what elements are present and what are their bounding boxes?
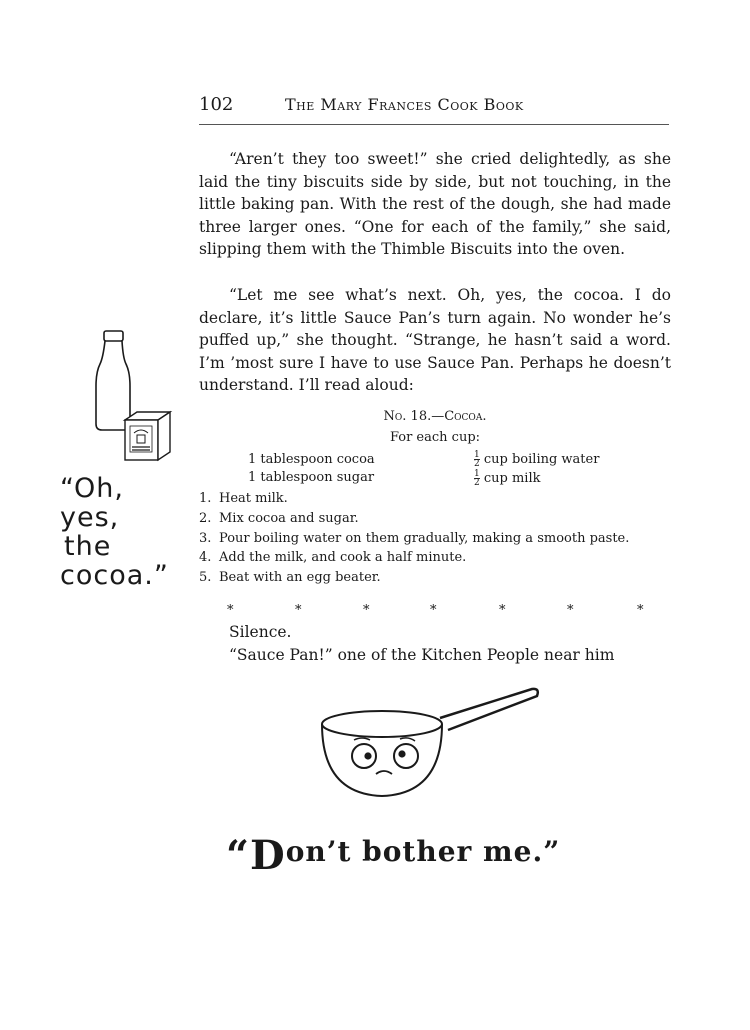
separator-star: * <box>499 603 506 618</box>
step-number: 4. <box>199 550 212 566</box>
cocoa-box-icon <box>125 412 170 460</box>
milk-bottle-cocoa-illustration <box>90 328 180 468</box>
ingredient-sugar: 1 tablespoon sugar <box>248 470 375 485</box>
separator-star: * <box>363 603 370 618</box>
separator-star: * <box>567 603 574 618</box>
caption-line: the <box>64 531 112 562</box>
caption-rest: on’t bother me.” <box>285 835 561 868</box>
caption-initial: “D <box>226 832 286 879</box>
ingredient-cocoa: 1 tablespoon cocoa <box>248 452 375 467</box>
sauce-pan-icon <box>322 689 538 796</box>
fraction <box>474 470 480 487</box>
ingredient-text: cup boiling water <box>483 452 600 467</box>
section-separator <box>227 603 657 619</box>
cocoa-caption <box>60 474 190 590</box>
sauce-pan-line: “Sauce Pan!” one of the Kitchen People near him <box>229 646 615 664</box>
ingredient-text: cup milk <box>483 471 541 486</box>
step-text: Mix cocoa and sugar. <box>219 510 359 526</box>
fraction-numerator: 1 <box>474 469 480 479</box>
recipe-title: No. 18.—Cocoa. <box>383 409 487 424</box>
recipe-step <box>199 529 679 549</box>
header-rule <box>199 124 669 125</box>
caption-line: “Oh, yes, <box>60 473 124 533</box>
step-text: Heat milk. <box>219 491 288 506</box>
paragraph-biscuits: “Aren’t they too sweet!” she cried delightedly, as she laid the tiny biscuits side by side, but not touching, in the little baking pan. With the rest of the dough, she had made three larger ones. “One for each of the family,” she said, slipping them with the Thimble Biscuits into the oven. <box>199 150 671 258</box>
recipe-step <box>199 548 679 568</box>
step-number: 1. <box>199 491 212 506</box>
separator-star: * <box>227 603 234 618</box>
step-text: Pour boiling water on them gradually, making a smooth paste. <box>219 530 630 546</box>
fraction-numerator: 1 <box>474 450 480 460</box>
step-text: Beat with an egg beater. <box>219 570 381 586</box>
recipe-step <box>199 489 679 509</box>
fraction-denominator: 2 <box>474 478 480 488</box>
ingredient-water <box>474 451 599 468</box>
recipe-step <box>199 509 679 529</box>
fraction <box>474 451 480 468</box>
step-number: 3. <box>199 530 212 546</box>
page-header <box>199 94 671 122</box>
recipe-step <box>199 568 679 588</box>
separator-star: * <box>430 603 437 618</box>
sauce-pan-illustration <box>318 684 548 814</box>
step-number: 5. <box>199 570 212 586</box>
recipe-subtitle: For each cup: <box>389 430 481 445</box>
fraction-denominator: 2 <box>474 459 480 469</box>
recipe-steps <box>199 489 679 588</box>
caption-line: cocoa.” <box>60 560 169 591</box>
page-number: 102 <box>199 94 234 115</box>
step-text: Add the milk, and cook a half minute. <box>219 550 467 566</box>
separator-star: * <box>295 603 302 618</box>
running-head: The Mary Frances Cook Book <box>285 95 524 114</box>
dont-bother-caption <box>226 832 560 879</box>
separator-star: * <box>637 603 644 618</box>
ingredient-milk <box>474 470 541 487</box>
milk-bottle-icon <box>96 331 130 430</box>
paragraph-cocoa: “Let me see what’s next. Oh, yes, the cocoa. I do declare, it’s little Sauce Pan’s turn again. No wonder he’s puffed up,” she thought. “Strange, he hasn’t said a word. I’m ’most sure I have to use Sauce Pan. Perhaps he doesn’t understand. I’ll read aloud: <box>199 286 671 394</box>
step-number: 2. <box>199 510 212 526</box>
silence-line: Silence. <box>229 623 292 641</box>
